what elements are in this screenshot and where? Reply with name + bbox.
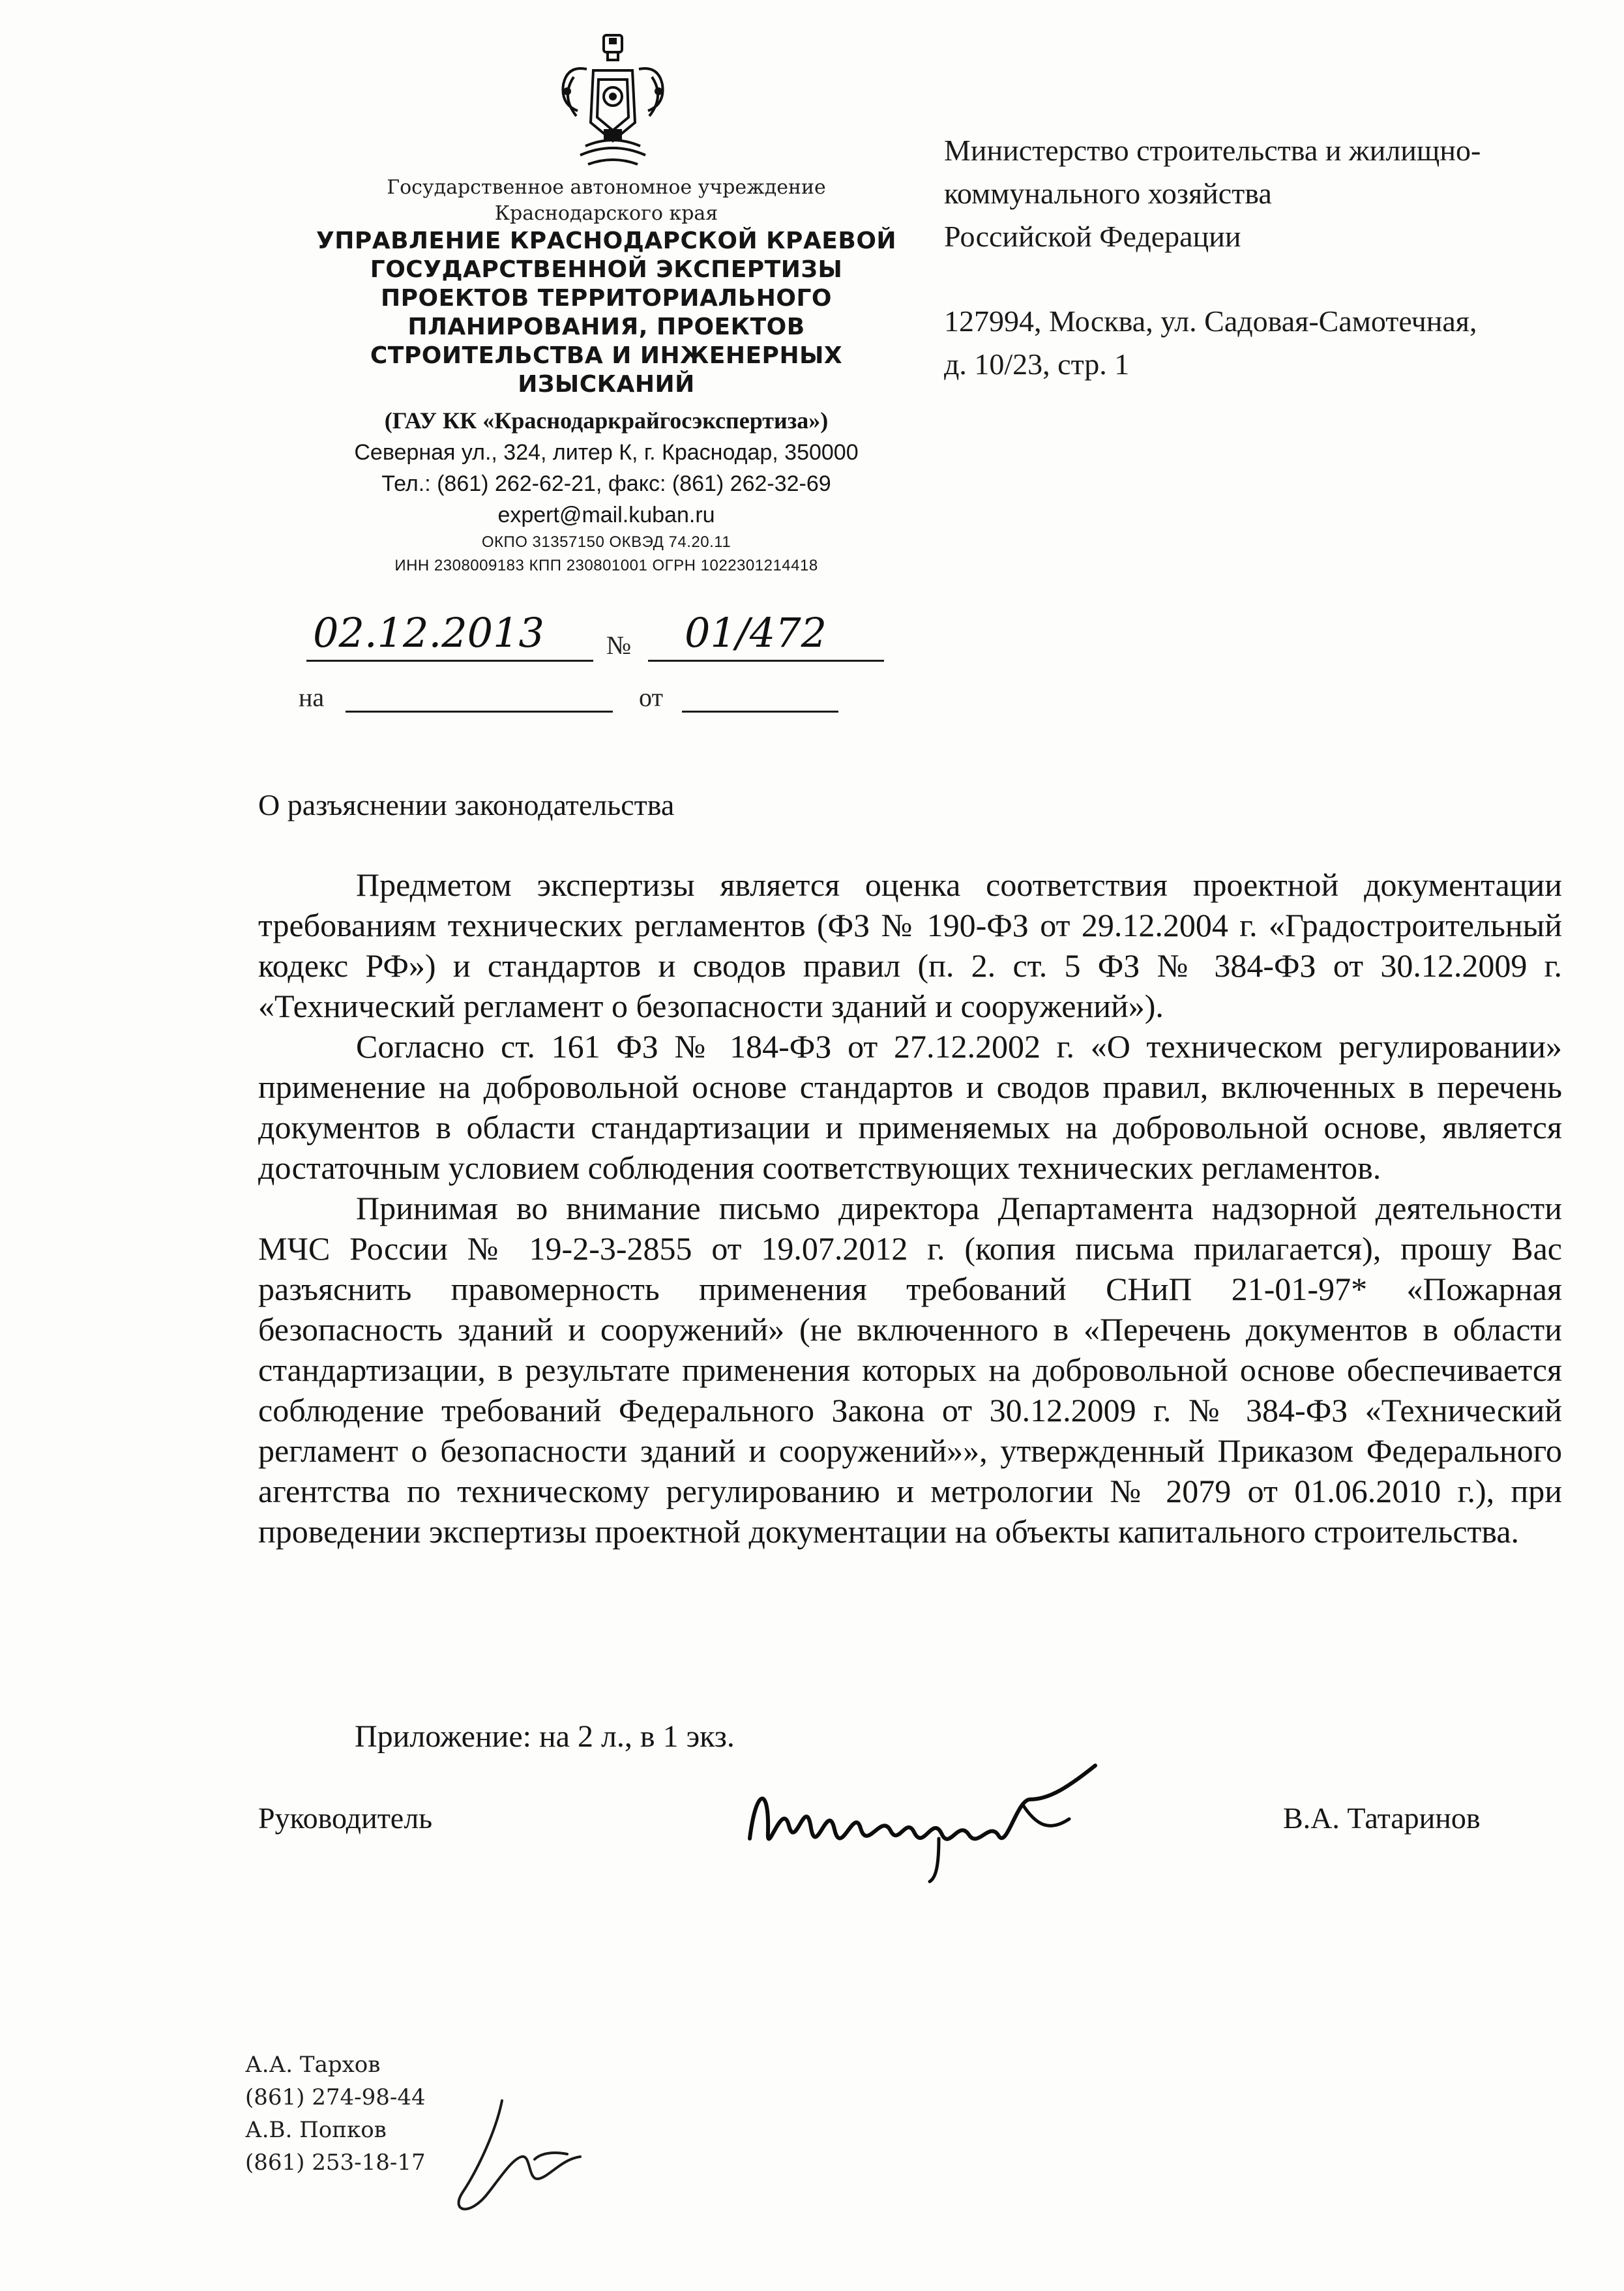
signer-name: В.А. Татаринов bbox=[1283, 1801, 1481, 1835]
addressee-line: Министерство строительства и жилищно- bbox=[944, 134, 1481, 167]
org-abbreviation: (ГАУ КК «Краснодаркрайгосэкспертиза») bbox=[384, 407, 829, 434]
body-paragraph: Предметом экспертизы является оценка соответствия проектной документации требованиям технических регламентов (ФЗ № 190-ФЗ от 29.12.2004 г. «Градостроительный кодекс РФ») и стандартов и сводов правил (п. 2. ст. 5 ФЗ № 384-ФЗ от 30.12.2009 г. «Технический регламент о безопасности зданий и сооружений»). bbox=[258, 866, 1562, 1024]
addressee-line: Российской Федерации bbox=[944, 220, 1241, 253]
org-name-line: ГОСУДАРСТВЕННОЙ ЭКСПЕРТИЗЫ bbox=[370, 256, 843, 283]
org-email: expert@mail.kuban.ru bbox=[497, 503, 715, 527]
addressee-line: коммунального хозяйства bbox=[944, 177, 1272, 210]
body-paragraph: Принимая во внимание письмо директора Департамента надзорной деятельности МЧС России № 19-2-3-2855 от 19.07.2012 г. (копия письма прилагается), прошу Вас разъяснить правомерность применения требований СНиП 21-01-97* «Пожарная безопасность зданий и сооружений» (не включенного в «Перечень документов в области стандартизации, в результате применения которых на добровольной основе обеспечивается соблюдение требований Федерального Закона от 30.12.2009 г. № 384-ФЗ «Технический регламент о безопасности зданий и сооружений»», утвержденный Приказом Федерального агентства по техническому регулированию и метрологии № 2079 от 01.06.2010 г.), при проведении экспертизы проектной документации на объекты капитального строительства. bbox=[258, 1190, 1562, 1550]
handwritten-signature bbox=[743, 1760, 1108, 1884]
org-name-line: ИЗЫСКАНИЙ bbox=[518, 371, 695, 398]
executor-contacts bbox=[245, 2048, 426, 2179]
letter-body bbox=[258, 865, 1562, 1552]
handwritten-initials bbox=[450, 2094, 600, 2218]
body-paragraph: Согласно ст. 161 ФЗ № 184-ФЗ от 27.12.2002 г. «О техническом регулировании» применение на добровольной основе стандартов и сводов правил, включенных в перечень документов в области стандартизации и применяемых на добровольной основе, является достаточным условием соблюдения соответствующих технических регламентов. bbox=[258, 1028, 1562, 1186]
contact-name: А.В. Попков bbox=[245, 2117, 387, 2143]
addressee-block bbox=[944, 129, 1602, 386]
contact-phone: (861) 253-18-17 bbox=[245, 2150, 426, 2176]
org-type: Государственное автономное учреждение bbox=[387, 176, 826, 199]
outgoing-date: 02.12.2013 bbox=[313, 609, 544, 657]
org-region: Краснодарского края bbox=[494, 202, 718, 225]
letter-subject: О разъяснении законодательства bbox=[258, 788, 675, 821]
org-phone: Тел.: (861) 262-62-21, факс: (861) 262-32-69 bbox=[381, 471, 831, 496]
contact-phone: (861) 274-98-44 bbox=[245, 2084, 426, 2110]
org-codes: ОКПО 31357150 ОКВЭД 74.20.11 bbox=[481, 533, 731, 551]
number-sign: № bbox=[606, 630, 632, 660]
from-label: от bbox=[639, 683, 663, 712]
signer-position: Руководитель bbox=[258, 1801, 433, 1835]
attachment-note: Приложение: на 2 л., в 1 экз. bbox=[355, 1719, 735, 1754]
org-name-line: ПЛАНИРОВАНИЯ, ПРОЕКТОВ bbox=[407, 314, 805, 340]
outgoing-number: 01/472 bbox=[685, 609, 827, 657]
organization-letterhead bbox=[274, 175, 939, 578]
org-name-line: ПРОЕКТОВ ТЕРРИТОРИАЛЬНОГО bbox=[381, 285, 832, 312]
from-underline bbox=[682, 711, 838, 713]
addressee-address: д. 10/23, стр. 1 bbox=[944, 347, 1130, 381]
org-address: Северная ул., 324, литер К, г. Краснодар, 350000 bbox=[354, 440, 859, 465]
in-reply-label: на bbox=[299, 683, 325, 712]
contact-name: А.А. Тархов bbox=[245, 2052, 381, 2078]
date-underline bbox=[306, 660, 593, 662]
org-name-line: УПРАВЛЕНИЕ КРАСНОДАРСКОЙ КРАЕВОЙ bbox=[316, 228, 897, 254]
org-name-line: СТРОИТЕЛЬСТВА И ИНЖЕНЕРНЫХ bbox=[370, 342, 843, 369]
addressee-address: 127994, Москва, ул. Садовая-Самотечная, bbox=[944, 304, 1477, 338]
org-codes: ИНН 2308009183 КПП 230801001 ОГРН 1022301214418 bbox=[394, 557, 818, 574]
number-underline bbox=[648, 660, 884, 662]
in-reply-underline bbox=[346, 711, 613, 713]
coat-of-arms-emblem bbox=[548, 31, 678, 175]
